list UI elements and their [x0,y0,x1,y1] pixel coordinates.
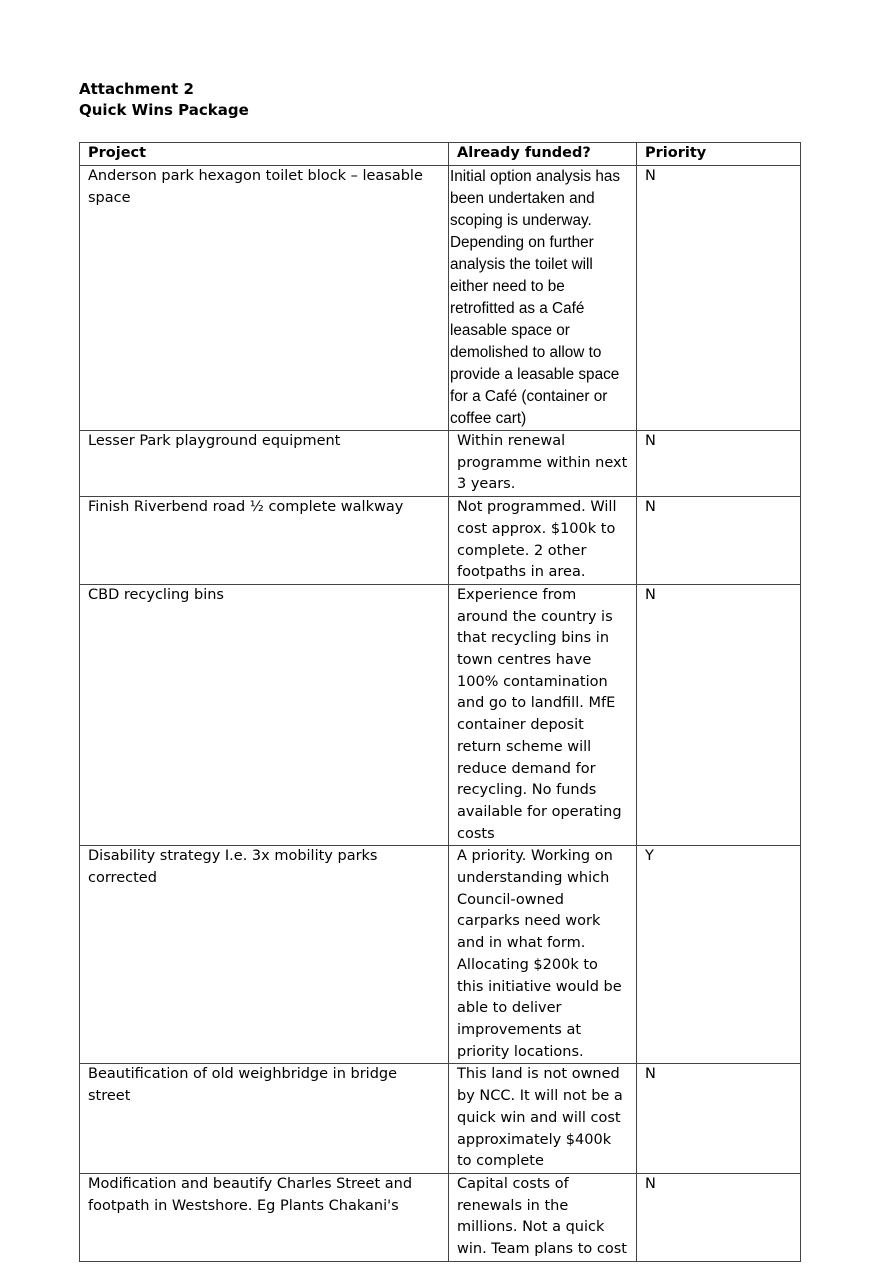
project-cell: CBD recycling bins [80,584,449,845]
funded-cell: Not programmed. Will cost approx. $100k to complete. 2 other footpaths in area. [449,497,637,585]
table-row [80,497,801,585]
table-row [80,584,801,845]
priority-cell: Y [637,846,801,1064]
table-header-row [80,143,801,166]
project-cell: Anderson park hexagon toilet block – leasable space [80,166,449,431]
funded-cell: This land is not owned by NCC. It will not be a quick win and will cost approximately $400k to complete [449,1064,637,1174]
table-row [80,1064,801,1174]
document-heading [79,79,249,121]
project-cell: Disability strategy I.e. 3x mobility parks corrected [80,846,449,1064]
priority-cell: N [637,1064,801,1174]
header-project: Project [80,143,449,166]
priority-cell: N [637,431,801,497]
header-priority: Priority [637,143,801,166]
funded-cell: Within renewal programme within next 3 years. [449,431,637,497]
priority-cell: N [637,497,801,585]
quick-wins-table [79,142,801,1262]
table-row [80,1173,801,1261]
header-already-funded: Already funded? [449,143,637,166]
table-row [80,431,801,497]
priority-cell: N [637,1173,801,1261]
project-cell: Finish Riverbend road ½ complete walkway [80,497,449,585]
document-title: Quick Wins Package [79,101,249,119]
project-cell: Lesser Park playground equipment [80,431,449,497]
priority-cell: N [637,584,801,845]
funded-cell: Initial option analysis has been undertaken and scoping is underway. Depending on further analysis the toilet will either need to be retrofitted as a Café leasable space or demolished to allow to provide a leasable space for a Café (container or coffee cart) [449,166,637,431]
priority-cell: N [637,166,801,431]
project-cell: Modification and beautify Charles Street and footpath in Westshore. Eg Plants Chakani's [80,1173,449,1261]
table-row [80,166,801,431]
table-row [80,846,801,1064]
funded-cell: Capital costs of renewals in the millions. Not a quick win. Team plans to cost [449,1173,637,1261]
funded-cell: Experience from around the country is that recycling bins in town centres have 100% contamination and go to landfill. MfE container deposit return scheme will reduce demand for recycling. No funds available for operating costs [449,584,637,845]
attachment-label: Attachment 2 [79,80,194,98]
funded-cell: A priority. Working on understanding which Council-owned carparks need work and in what form. Allocating $200k to this initiative would be able to deliver improvements at priority locations. [449,846,637,1064]
project-cell: Beautification of old weighbridge in bridge street [80,1064,449,1174]
